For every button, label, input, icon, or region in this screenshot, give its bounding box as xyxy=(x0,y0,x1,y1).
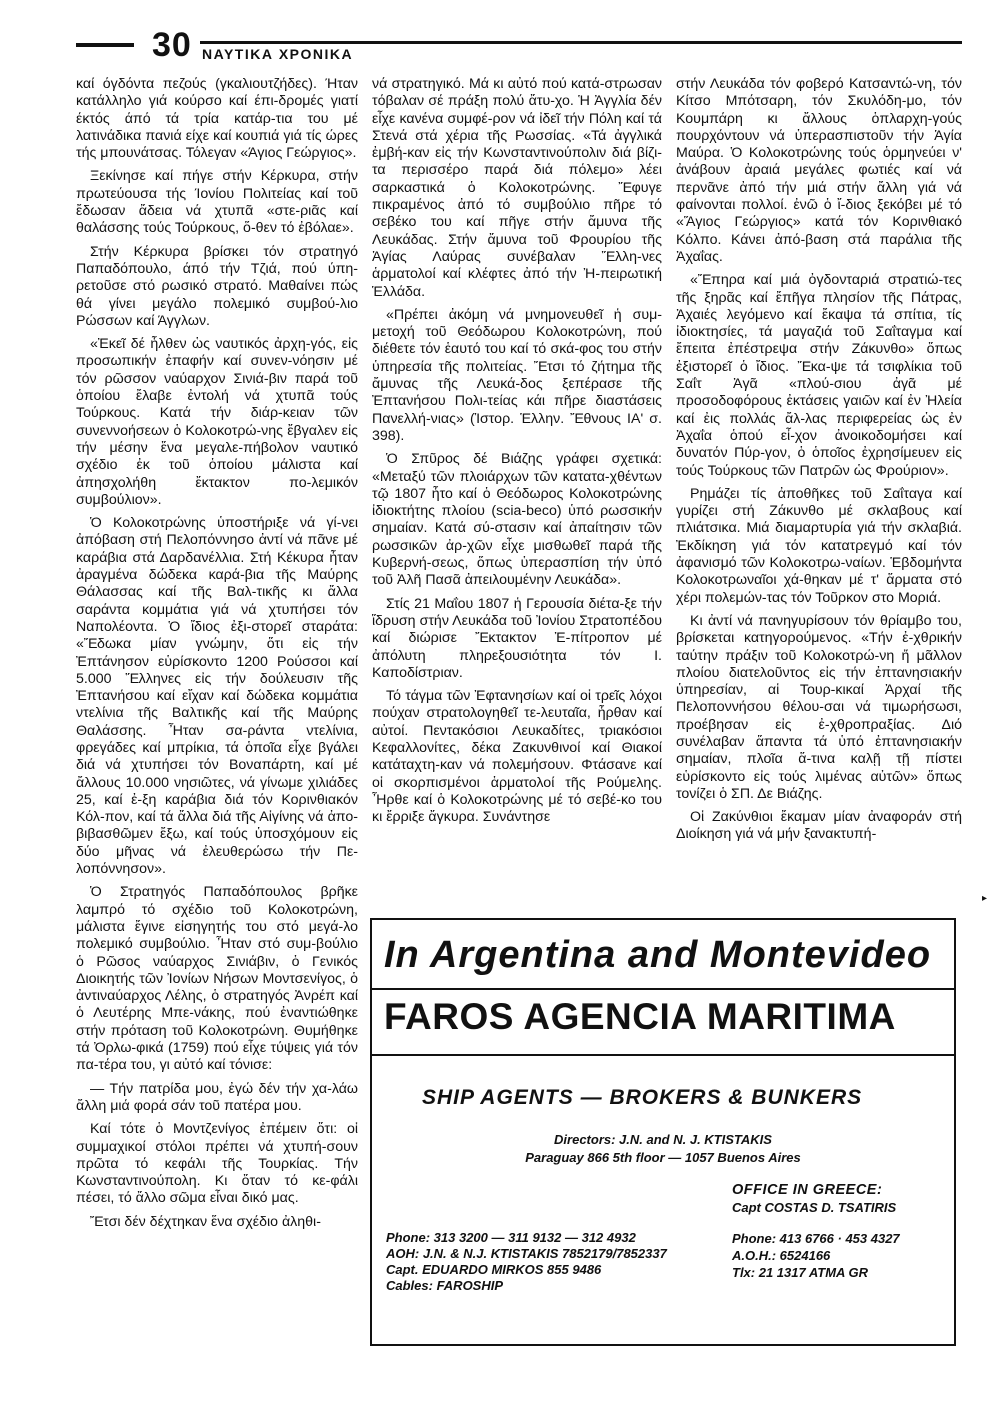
ad-address: Paraguay 866 5th floor — 1057 Buenos Aires xyxy=(525,1150,801,1165)
ad-phone: Phone: 313 3200 — 311 9132 — 312 4932 xyxy=(386,1230,636,1245)
article-column-1 xyxy=(76,76,358,1237)
paragraph: Καί τότε ὁ Μοντζενίγος ἐπέμειν ὅτι: οἱ συμμαχικοί στόλοι πρέπει νά χτυπή-σουν πρῶτα τό κεφάλι τῆς Τουρκίας. Τήν Κωνσταντινούπολη. Κι ὅταν τό κε-φάλι πέσει, τό ἄλλο σῶμα εἶναι δικό μας. xyxy=(76,1121,358,1207)
ad-office-greece xyxy=(732,1182,900,1281)
paragraph: Στίς 21 Μαΐου 1807 ἡ Γερουσία διέτα-ξε τήν ἵδρυση στήν Λευκάδα τοῦ Ἰονίου Στρατοπέδου καί διώρισε Ἔκτακτον Ἐ-πίτροπον μέ ἀπόλυτη πληρεξουσιότητα τόν Ι. Καποδίστριαν. xyxy=(372,595,662,681)
ad-office-aoh: A.O.H.: 6524166 xyxy=(732,1248,831,1263)
ad-headline: In Argentina and Montevideo xyxy=(384,934,932,976)
paragraph: Ὁ Κολοκοτρώνης ὑποστήριξε νά γί-νει ἀπόβαση στή Πελοπόννησο ἀντί νά πᾶνε μέ καράβια στά Δαρδανέλλια. Στή Κέκυρα ἦταν ἀραγμένα δώδεκα καρά-βια τῆς Μαύρης Θάλασσας καί τῆς Βαλ-τικῆς κι ἄλλα σαράντα κομμάτια γιά νά χτυπήσει τόν Ναπολέοντα. Ὁ ἴδιος ἐξι-στορεῖ σταράτα: «Ἔδωκα μίαν γνώμην, ὅτι εἰς τήν Ἐπτάνησον εὑρίσκοντο 1200 Ρούσσοι καί 5.000 Ἕλληνες εἰς τήν δούλευσιν τῆς Ἐπτανήσου καί εἴχαν καί δώδεκα κομμάτια ντελίνια τῆς Βαλτικῆς καί τῆς Μαύρης Θαλάσσης. Ἦταν σα-ράντα ντελίνια, φρεγάδες καί μπρίκια, τά ὁποῖα εἶχε βγάλει διά νά χτυπήσει τόν Βοναπάρτη, καί μέ ἄλλους 10.000 νησιῶτες, νά γίνωμε χιλιάδες 25, καί ἐ-ξη καράβια διά τόν Κορινθιακόν Κόλ-πον, καί τά ἄλλα διά τῆς Αἰγίνης νά ἀπο-βιβασθῶμεν ἔξω, καί τούς ὑποσχόμουν εἰς δύο μῆνας νά ἐλευθερώσω τήν Πε-λοπόννησον». xyxy=(76,515,358,878)
advertisement-box xyxy=(370,918,956,1346)
paragraph: Ὁ Σπῦρος δέ Βιάζης γράφει σχετικά: «Μεταξύ τῶν πλοιάρχων τῶν κατατα-χθέντων τῷ 1807 ἦτο καί ὁ Θεόδωρος Κολοκοτρώνης ἰδιοκτήτης πλοίου (scia-beco) ὑπό ρωσσικήν σημαίαν. Κατά σύ-στασιν καί ἀπαίτησιν τῶν ρωσσικῶν ἀρ-χῶν εἶχε μισθωθεῖ παρά τῆς Κυβερνή-σεως, ὅπως ὑπερασπίση τήν ὑπό τοῦ Ἀλῆ Πασᾶ ἀπειλουμένην Λευκάδα». xyxy=(372,451,662,589)
paragraph: νά στρατηγικό. Μά κι αὐτό πού κατά-στρωσαν τόβαλαν σέ πράξη πολύ ἄτυ-χο. Ἡ Ἀγγλία δέν εἶχε κανένα συμφέ-ρον νά ἰδεῖ τήν Πόλη καί τά Στενά στά χέρια τῆς Ρωσσίας. «Τά ἀγγλικά ἐμβή-καν εἰς τήν Κωνσταντινούπολιν διά βίζι-τα περισσέρο παρά διά πόλεμο» λέει σαρκαστικά ὁ Κολοκοτρώνης. Ἔφυγε πικραμένος ἀπό τό συμβούλιο πῆρε τό σεβέκο του καί πῆγε στήν ἄμυνα τῆς Λευκάδας. Στήν ἄμυνα τοῦ Φρουρίου τῆς Ἁγίας Λαύρας συνέβαλαν Ἕλλη-νες ἁρματολοί καί κλέφτες ἀπό τήν Ἠ-πειρωτική Ἑλλάδα. xyxy=(372,76,662,300)
ad-agency-name: FAROS AGENCIA MARITIMA xyxy=(384,996,896,1037)
ad-cables: Cables: FAROSHIP xyxy=(386,1278,504,1293)
paragraph: στήν Λευκάδα τόν φοβερό Κατσαντώ-νη, τόν Κίτσο Μπότσαρη, τόν Σκυλόδη-μο, τόν Κουμπάρη κι ἄλλους ὁπλαρχη-γούς πουρχόντουν νά ὑπερασπιστοῦν τήν Ἁγία Μαύρα. Ὁ Κολοκοτρώνης τούς ὁρμηνεύει ν' ἀνάβουν ἀραιά μεγάλες φωτιές καί νά περνᾶνε ἀπό τήν μιά στήν ἄλλη γιά νά φαίνονται πολλοί. ἐνῶ ὁ ἴ-διος ξεκόβει μέ τό «Ἅγιος Γεώργιος» κατά τόν Κορινθιακό Κόλπο. Κάνει ἀπό-βαση στά παράλια τῆς Ἀχαΐας. xyxy=(676,76,962,265)
ad-captain: Capt. EDUARDO MIRKOS 855 9486 xyxy=(386,1262,602,1277)
ad-office-tlx: Tlx: 21 1317 ATMA GR xyxy=(732,1265,869,1280)
ad-divider xyxy=(372,988,954,990)
paragraph: — Τήν πατρίδα μου, ἐγώ δέν τήν χα-λάω ἄλλη μιά φορά σάν τοῦ πατέρα μου. xyxy=(76,1080,358,1114)
paragraph: καί όγδόντα πεζούς (γκαλιουτζήδες). Ήταν κατάλληλο γιά κούρσο καί έπι-δρομές γιατί έκτός άπό τά τρία κατάρ-τια του μέ λατινάδικα πανιά είχε καί κουπιά γιά τίς ώρες τής μπουνάτσας. Τόλεγαν «Άγιος Γεώργιος». xyxy=(76,76,358,162)
ad-tagline: SHIP AGENTS — BROKERS & BUNKERS xyxy=(422,1086,863,1109)
page-number: 30 xyxy=(152,26,192,64)
paragraph: Στήν Κέρκυρα βρίσκει τόν στρατηγό Παπαδόπουλο, άπό τήν Τζιά, πού ύπη-ρετοῦσε στό ρωσικό στρατό. Μαθαίνει πώς θά γίνει μεγάλο πολεμικό συμβού-λιο Ρώσσων καί Άγγλων. xyxy=(76,243,358,329)
paragraph: Οἱ Ζακύνθιοι ἔκαμαν μίαν ἀναφοράν στή Διοίκηση γιά νά μήν ξανακτυπή- xyxy=(676,809,962,843)
ad-divider xyxy=(372,1054,954,1056)
paragraph: «Ἔπηρα καί μιά ὀγδονταριά στρατιώ-τες τῆς ξηρᾶς καί ἔπῆγα πλησίον τῆς Πάτρας, Ἀχαιές λεγόμενο καί ἔκαψα τά σπίτια, τίς ἰδιοκτησίες, τά μαγαζιά τοῦ Σαΐταγμα καί ἔπειτα ἐπέστρεψα στήν Ζάκυνθο» ὅπως ἐξιστορεῖ ὁ ἴδιος. Ἔκα-ψε τά τσιφλίκια τοῦ Σαΐτ Ἀγᾶ «πλού-σιου ἀγᾶ μέ προσοδοφόρους ἐκτάσεις γαιῶν καί ἐν Ἠλεία καί ἐις πολλάς ἄλ-λας περιφερείας ὡς ἐν Ἀχαΐα ὁπού εἶ-χον ἀνοικοδομήσει καί δυνατόν Πύρ-γον, ὁ ὁποῖος ἐχρησίμευεν εἰς τούς Τούρκους τῶν Πατρῶν ὡς Φρούριον». xyxy=(676,272,962,479)
header-rule-right xyxy=(200,41,962,44)
paragraph: Ξεκίνησε καί πήγε στήν Κέρκυρα, στήν πρωτεύουσα τής Ίονίου Πολιτείας καί τοῦ ἔδωσαν ἄδεια νά χτυπᾶ «στε-ριᾶς καί θαλάσσης τούς Τούρκους, ὅ-θεν τό ἐβόλαε». xyxy=(76,168,358,237)
ad-office-title: OFFICE IN GREECE: xyxy=(732,1182,883,1198)
ad-aoh: AOH: J.N. & N.J. KTISTAKIS 7852179/7852337 xyxy=(386,1246,667,1261)
publication-title: ΝΑΥΤΙΚΑ ΧΡΟΝΙΚΑ xyxy=(202,46,354,62)
article-column-2 xyxy=(372,76,662,832)
ad-contact-argentina xyxy=(386,1230,667,1294)
continuation-arrow-icon: ▸ xyxy=(982,893,988,904)
paragraph: Τό τάγμα τῶν Ἐφτανησίων καί οἱ τρεῖς λόχοι πούχαν στρατολογηθεῖ τε-λευταῖα, ἦρθαν καί αὐτοί. Πεντακόσιοι Λευκαδίτες, τριακόσιοι Κεφαλλονίτες, δέκα Ζακυνθινοί καί Θιακοί κατάταχτη-καν νά πολεμήσουν. Φτάσανε καί οἱ σκορπισμένοι ἁρματολοί τῆς Ρούμελης. Ἦρθε καί ὁ Κολοκοτρώνης μέ τό σεβέ-κο του κι ἔρριξε ἄγκυρα. Συνάντησε xyxy=(372,688,662,826)
paragraph: Ρημάζει τίς ἀποθῆκες τοῦ Σαΐταγα καί γυρίζει στή Ζάκυνθο μέ σκλαβους καί πλιάτσικα. Μιά διαμαρτυρία γιά τήν σκλαβιά. Ἐκδίκηση γιά τόν κατατρεγμό καί τόν ἀφανισμό τῶν Κολοκοτρω-ναίων. Ἑβδομήντα Κολοκοτρωναῖοι χά-θηκαν μέ τ' ἅρματα στό χέρι πολεμών-τας τόν Τοῦρκον στο Μοριά. xyxy=(676,485,962,606)
paragraph: Ὁ Στρατηγός Παπαδόπουλος βρῆκε λαμπρό τό σχέδιο τοῦ Κολοκοτρώνη, μάλιστα ἔγινε εἰσηγητής του στό μεγά-λο πολεμικό συμβούλιο. Ἦταν στό συμ-βούλιο ὁ Ρῶσος ναύαρχος Σινιάβιν, ὁ Γενικός Διοικητής τῶν Ἰονίων Νήσων Μοντσενίγος, ὁ ἀντιναύαρχος Λέλης, ὁ στρατηγός Ἀνρέπ καί ὁ Λευτέρης Μπε-νάκης, πού ἐναντιώθηκε στήν πρόταση τοῦ Κολοκοτρώνη. Θυμήθηκε τά Ὀρλω-φικά (1759) πού εἶχε τύψεις γιά τόν πα-τέρα του, γι αὐτό καί τόνισε: xyxy=(76,884,358,1074)
article-column-3 xyxy=(676,76,962,850)
paragraph: Ἔτσι δέν δέχτηκαν ἕνα σχέδιο ἀληθι- xyxy=(90,1213,321,1230)
paragraph: «Ἐκεῖ δέ ἦλθεν ὡς ναυτικός ἀρχη-γός, εἰς προσωπικήν ἐπαφήν καί συνεν-νόησιν μέ τόν ρῶσσον ναύαρχον Σινιά-βιν παρά τοῦ ὁποίου ἔλαβε ἐντολή νά χτυπᾶ τούς Τούρκους. Κατά τήν διάρ-κειαν τῶν συνεννοήσεων ὁ Κολοκοτρώ-νης ἔβγαλεν εἰς τήν μέσην ἕνα μεγαλε-πήβολον ναυτικό σχέδιο ἐκ τοῦ ὁποίου μάλιστα καί ἀπησχολήθη ἔκτακτον πο-λεμικόν συμβούλιον». xyxy=(76,336,358,508)
page-header xyxy=(76,28,962,68)
paragraph: «Πρέπει ἀκόμη νά μνημονευθεῖ ἡ συμ-μετοχή τοῦ Θεόδωρου Κολοκοτρώνη, πού διέθετε τόν ἑαυτό του καί τό σκά-φος του στήν ὑπηρεσία τῆς πολιτείας. Ἔτσι τό ζήτημα τῆς ἄμυνας τῆς Λευκά-δος ξεπέρασε τῆς Ἐπτανήσου Πολι-τείας κάι πῆρε διαστάσεις Πανελλή-νιας» (Ἱστορ. Ἑλλην. Ἔθνους ΙΑ' σ. 398). xyxy=(372,306,662,444)
header-rule-left xyxy=(76,43,134,47)
ad-directors: Directors: J.N. and N. J. KTISTAKIS xyxy=(554,1132,772,1147)
ad-office-captain: Capt COSTAS D. TSATIRIS xyxy=(732,1200,897,1215)
ad-office-phone: Phone: 413 6766 · 453 4327 xyxy=(732,1231,900,1246)
paragraph: Κι ἀντί νά πανηγυρίσουν τόν θρίαμβο του, βρίσκεται κατηγορούμενος. «Τήν ἐ-χθρικήν ταύτην πράξιν τοῦ Κολοκοτρώ-νη ἤ μᾶλλον πλοίου διατελοῦντος εἰς τήν ἐπτανησιακήν ὑπηρεσίαν, αἱ Τουρ-κικαί Ἀρχαί τῆς Πελοποννήσου θέλου-σαι νά τιμωρήσωσι, προέβησαν εἰς ἐ-χθροπραξίας. Διό συνέλαβαν ἅπαντα τά ὑπό ἐπτανησιακήν σημαίαν, πλοῖα ἅ-τινα καλῇ τῇ πίστει εὑρίσκοντο εἰς τούς λιμένας αὐτῶν» ὅπως τονίζει ὁ ΣΠ. Δε Βιάζης. xyxy=(676,612,962,802)
